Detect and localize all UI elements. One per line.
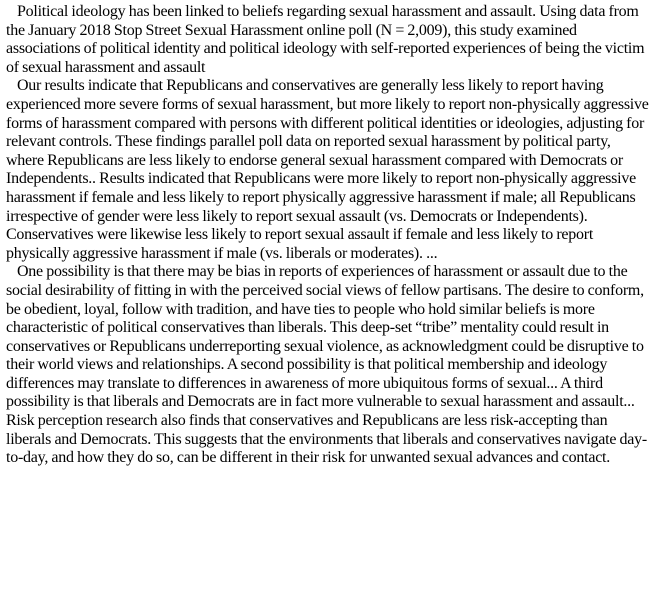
paragraph-intro: Political ideology has been linked to beliefs regarding sexual harassment and assault. Using data from the January 2018 Stop Street Sexual Harassment online poll (N = 2,009), this study examined associations of political identity and political ideology with self-reported experiences of being the victim of sexual harassment and assault <box>6 3 645 76</box>
paragraph-discussion: One possibility is that there may be bias in reports of experiences of harassment or assault due to the social desirability of fitting in with the perceived social views of fellow partisans. The desire to conform, be obedient, loyal, follow with tradition, and have ties to people who hold similar beliefs is more characteristic of political conservatives than liberals. This deep-set “tribe” mentality could result in conservatives or Republicans underreporting sexual violence, as acknowledgment could be disruptive to their world views and relationships. A second possibility is that political membership and ideology differences may translate to differences in awareness of more ubiquitous forms of sexual... A third possibility is that liberals and Democrats are in fact more vulnerable to sexual harassment and assault... Risk perception research also finds that conservatives and Republicans are less risk-accepting than liberals and Democrats. This suggests that the environments that liberals and conservatives navigate day-to-day, and how they do so, can be different in their risk for unwanted sexual advances and contact. <box>6 263 647 467</box>
paragraph-results: Our results indicate that Republicans and conservatives are generally less likely to report having experienced more severe forms of sexual harassment, but more likely to report non-physically aggressive forms of harassment compared with persons with different political identities or ideologies, adjusting for relevant controls. These findings parallel poll data on reported sexual harassment by political party, where Republicans are less likely to endorse general sexual harassment compared with Democrats or Independents.. Results indicated that Republicans were more likely to report non-physically aggressive harassment if female and less likely to report physically aggressive harassment if male; all Republicans irrespective of gender were less likely to report sexual assault (vs. Democrats or Independents). Conservatives were likewise less likely to report sexual assault if female and less likely to report physically aggressive harassment if male (vs. liberals or moderates). ... <box>6 77 649 262</box>
